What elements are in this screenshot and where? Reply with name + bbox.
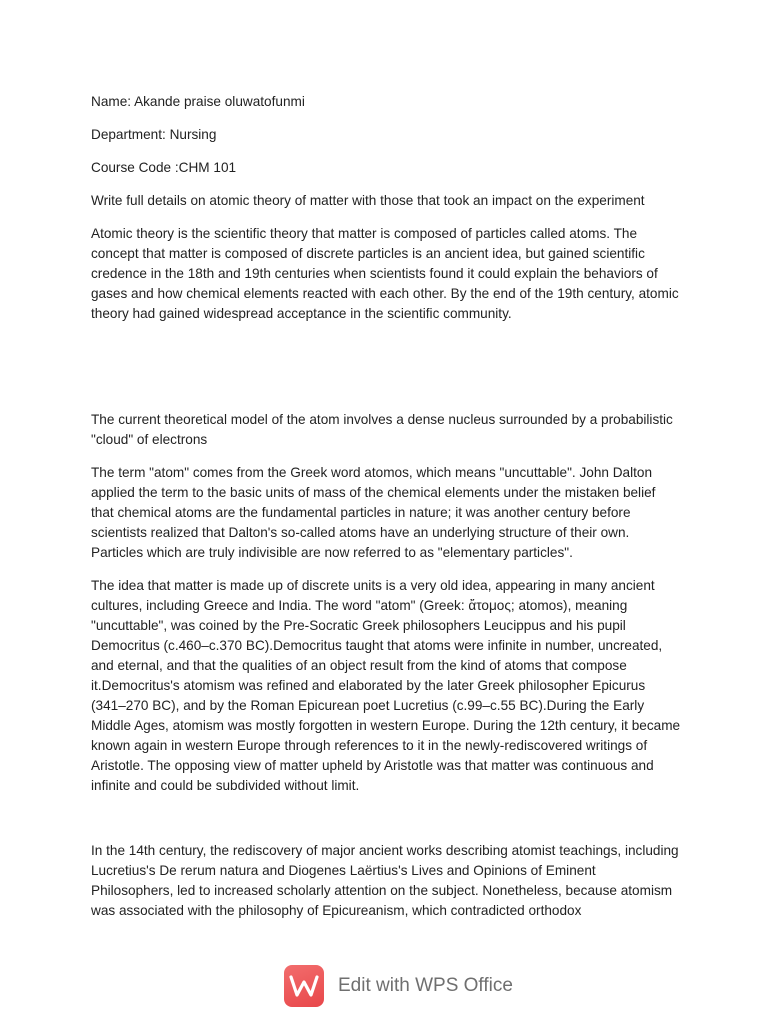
- edit-with-wps-label[interactable]: Edit with WPS Office: [338, 975, 513, 996]
- paragraph-rediscovery: In the 14th century, the rediscovery of major ancient works describing atomist teachings, including Lucretius's De rerum natura and Diogenes Laërtius's Lives and Opinions of Eminent Philosophers, led to increased scholarly attention on the subject. Nonetheless, because atomism was associated with the philosophy of Epicureanism, which contradicted orthodox: [91, 843, 679, 918]
- blank-space: [91, 809, 681, 841]
- document-page: [91, 92, 681, 934]
- department: Department: Nursing: [91, 127, 217, 142]
- paragraph-model: The current theoretical model of the atom involves a dense nucleus surrounded by a probabilistic "cloud" of electrons: [91, 412, 673, 447]
- student-name: Name: Akande praise oluwatofunmi: [91, 94, 305, 109]
- paragraph-history: The idea that matter is made up of discrete units is a very old idea, appearing in many ancient cultures, including Greece and India. The word "atom" (Greek: ἄτομος; atomos), meaning "uncuttable", was coined by the Pre-Socratic Greek philosophers Leucippus and his pupil Democritus (c.460–c.370 BC).Democritus taught that atoms were infinite in number, uncreated, and eternal, and that the qualities of an object result from the kind of atoms that compose it.Democritus's atomism was refined and elaborated by the later Greek philosopher Epicurus (341–270 BC), and by the Roman Epicurean poet Lucretius (c.99–c.55 BC).During the Early Middle Ages, atomism was mostly forgotten in western Europe. During the 12th century, it became known again in western Europe through references to it in the newly-rediscovered writings of Aristotle. The opposing view of matter upheld by Aristotle was that matter was continuous and infinite and could be subdivided without limit.: [91, 578, 681, 793]
- wps-office-logo-icon: [284, 965, 324, 1007]
- blank-space: [91, 337, 681, 410]
- paragraph-intro: Atomic theory is the scientific theory that matter is composed of particles called atoms. The concept that matter is composed of discrete particles is an ancient idea, but gained scientific credence in the 18th and 19th centuries when scientists found it could explain the behaviors of gases and how chemical elements reacted with each other. By the end of the 19th century, atomic theory had gained widespread acceptance in the scientific community.: [91, 226, 679, 321]
- paragraph-term: The term "atom" comes from the Greek word atomos, which means "uncuttable". John Dalton applied the term to the basic units of mass of the chemical elements under the mistaken belief that chemical atoms are the fundamental particles in nature; it was another century before scientists realized that Dalton's so-called atoms have an underlying structure of their own. Particles which are truly indivisible are now referred to as "elementary particles".: [91, 465, 656, 560]
- course-code: Course Code :CHM 101: [91, 160, 237, 175]
- question-prompt: Write full details on atomic theory of matter with those that took an impact on the experiment: [91, 193, 645, 208]
- wps-edit-banner[interactable]: [284, 964, 513, 1008]
